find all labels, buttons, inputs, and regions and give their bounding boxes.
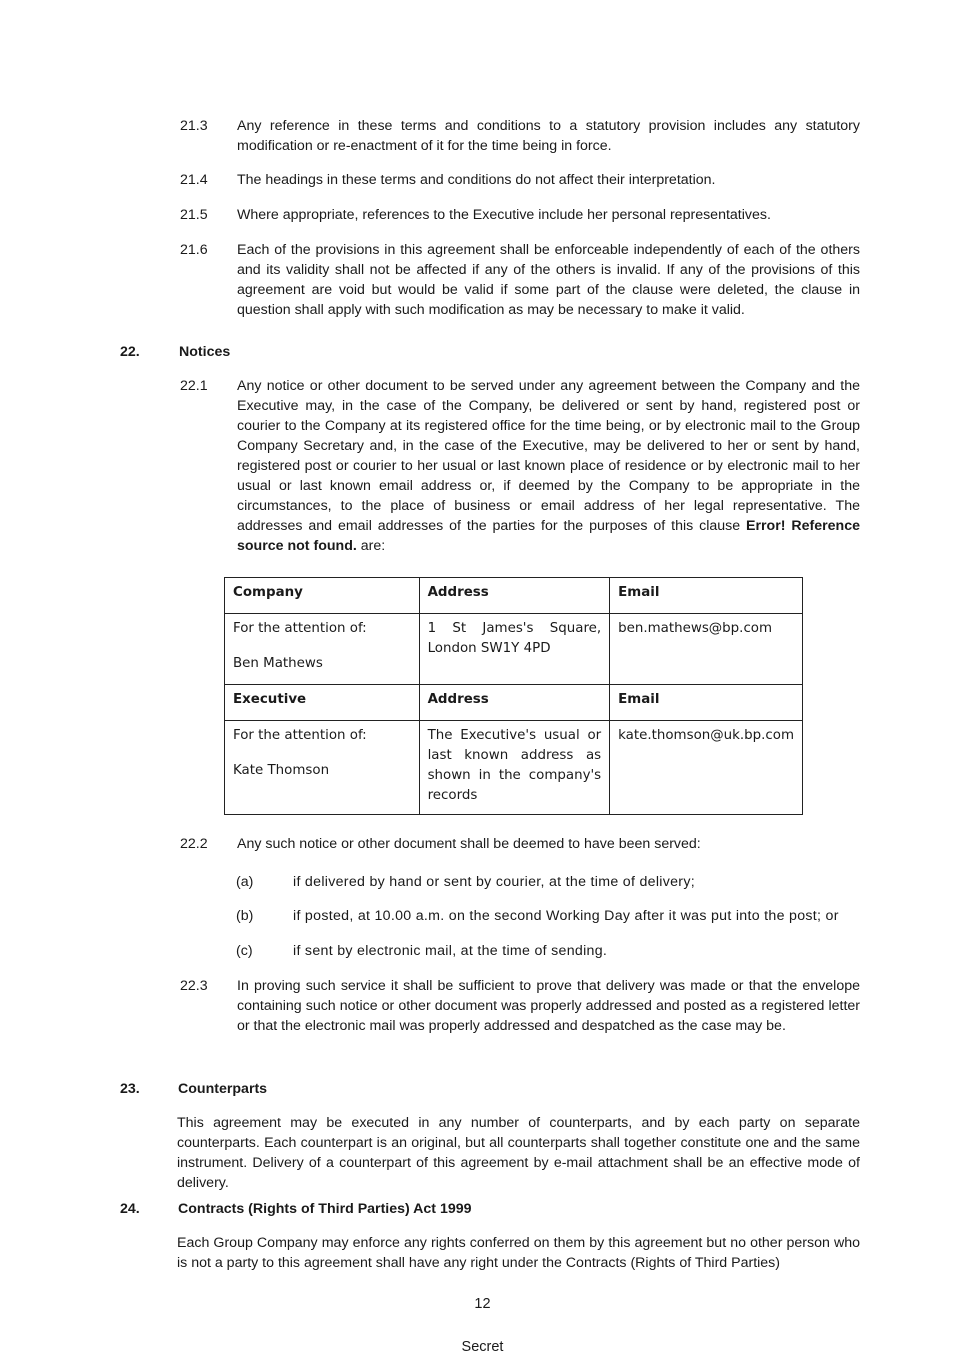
executive-address-cell: The Executive's usual or last known address as shown in the company's records <box>419 721 610 815</box>
clause-22-3-number: 22.3 <box>180 978 208 994</box>
clause-22-3-text: In proving such service it shall be sufficient to prove that delivery was made or that the envelope containing such notice or other document was properly addressed and posted as a registered letter or that the electronic mail was properly addressed and despatched as the case may be. <box>237 978 860 1034</box>
clause-22-2-c-letter: (c) <box>236 943 253 959</box>
classification-label: Secret <box>461 1339 504 1355</box>
executive-email-header-cell: Email <box>610 685 803 721</box>
clause-21-6-text: Each of the provisions in this agreement shall be enforceable independently of each of the others and its validity shall not be affected if any of the others is invalid. If any of the provisions of this agreement are void but would be valid if some part of the clause were deleted, the clause in question shall apply with such modification as may be necessary to make it valid. <box>237 242 860 318</box>
executive-header-cell: Executive <box>225 685 420 721</box>
executive-header-row <box>225 685 803 721</box>
clause-24-number: 24. <box>120 1201 140 1217</box>
clause-22-1-text <box>237 376 860 556</box>
company-header-cell: Company <box>225 578 420 614</box>
clause-21-4-text: The headings in these terms and conditions do not affect their interpretation. <box>237 172 716 188</box>
clause-22-2-b-text: if posted, at 10.00 a.m. on the second Working Day after it was put into the post; or <box>293 908 839 924</box>
clause-22-2-number: 22.2 <box>180 836 208 852</box>
clause-22-2-a-letter: (a) <box>236 874 254 890</box>
clause-21-6-number: 21.6 <box>180 242 208 258</box>
clause-24-title: Contracts (Rights of Third Parties) Act 1999 <box>178 1201 472 1217</box>
executive-attention-cell <box>225 721 420 815</box>
company-email-header-cell: Email <box>610 578 803 614</box>
clause-22-title: Notices <box>179 344 231 360</box>
company-attention-label: For the attention of: <box>233 621 367 636</box>
clause-22-number: 22. <box>120 344 140 360</box>
company-email-cell: ben.mathews@bp.com <box>610 614 803 685</box>
clause-23-number: 23. <box>120 1081 140 1097</box>
clause-22-2-c-text: if sent by electronic mail, at the time of sending. <box>293 943 608 959</box>
clause-24-text: Each Group Company may enforce any rights conferred on them by this agreement but no other person who is not a party to this agreement shall have any right under the Contracts (Rights of Third Parties) <box>177 1235 860 1271</box>
clause-21-5-number: 21.5 <box>180 207 208 223</box>
clause-22-2-text: Any such notice or other document shall be deemed to have been served: <box>237 836 701 852</box>
clause-22-1-end: are: <box>356 538 386 554</box>
clause-22-2-a-text: if delivered by hand or sent by courier, at the time of delivery; <box>293 874 695 890</box>
notices-address-table <box>224 577 803 815</box>
executive-contact-name: Kate Thomson <box>233 763 330 778</box>
company-contact-name: Ben Mathews <box>233 656 323 671</box>
reference-error-text: Error! Reference source not found. <box>237 518 860 554</box>
clause-21-4-number: 21.4 <box>180 172 208 188</box>
clause-22-2-b-letter: (b) <box>236 908 254 924</box>
clause-23-text: This agreement may be executed in any number of counterparts, and by each party on separate counterparts. Each counterpart is an original, but all counterparts shall together constitute one and the same instrument. Delivery of a counterpart of this agreement by e-mail attachment shall be an effective mode of delivery. <box>177 1115 860 1191</box>
company-header-row <box>225 578 803 614</box>
company-details-row <box>225 614 803 685</box>
clause-21-3-text: Any reference in these terms and conditions to a statutory provision includes any statutory modification or re-enactment of it for the time being in force. <box>237 118 860 154</box>
company-attention-cell <box>225 614 420 685</box>
clause-23-title: Counterparts <box>178 1081 268 1097</box>
company-address-cell: 1 St James's Square, London SW1Y 4PD <box>419 614 610 685</box>
executive-details-row <box>225 721 803 815</box>
executive-attention-label: For the attention of: <box>233 728 367 743</box>
clause-22-1-body: Any notice or other document to be served under any agreement between the Company and the Executive may, in the case of the Company, be delivered or sent by hand, registered post or courier to the Company at its registered office for the time being, or by electronic mail to the Group Company Secretary and, in the case of the Executive, may be delivered to her or sent by hand, registered post or courier to her usual or last known place of residence or by electronic mail to her usual or last known email address or, if deemed by the Company to be appropriate in the circumstances, to the place of business or email address of her legal representative. The addresses and email addresses of the parties for the purposes of this clause <box>237 378 860 534</box>
executive-email-cell: kate.thomson@uk.bp.com <box>610 721 803 815</box>
clause-22-1-number: 22.1 <box>180 378 208 394</box>
company-address-header-cell: Address <box>419 578 610 614</box>
page-number: 12 <box>474 1296 491 1312</box>
clause-21-5-text: Where appropriate, references to the Executive include her personal representatives. <box>237 207 771 223</box>
executive-address-header-cell: Address <box>419 685 610 721</box>
clause-21-3-number: 21.3 <box>180 118 208 134</box>
